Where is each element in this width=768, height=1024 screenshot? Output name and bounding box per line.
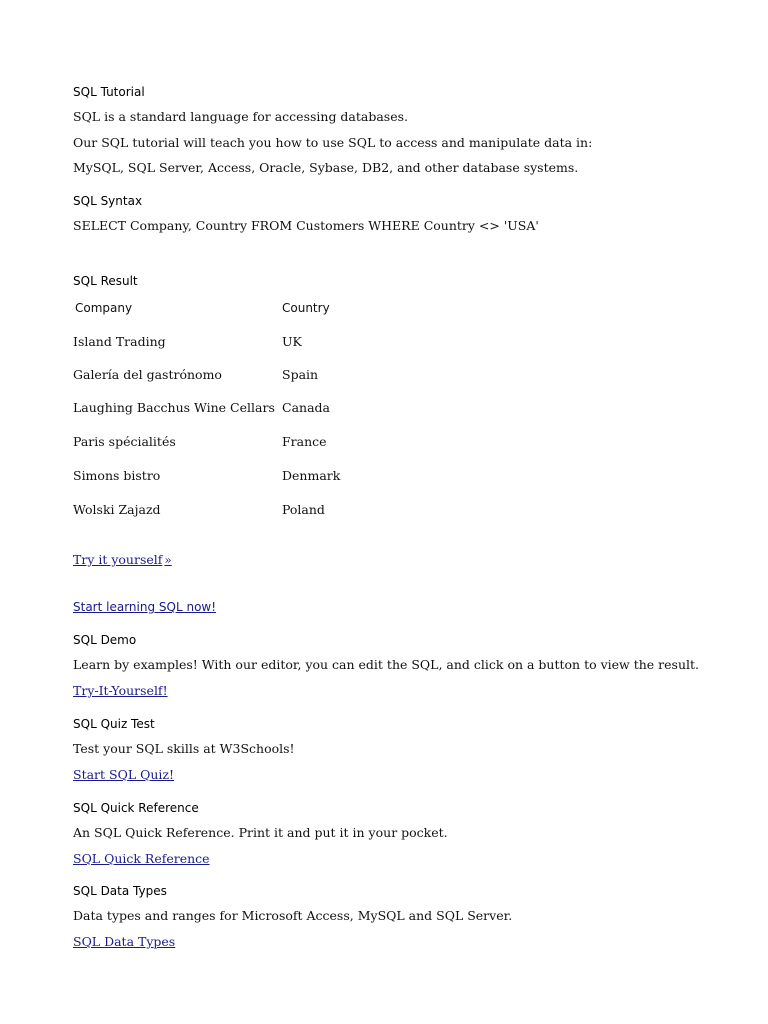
table-cell-country: UK <box>282 334 302 349</box>
table-cell-company: Simons bistro <box>73 468 161 483</box>
column-header-company: Company <box>75 301 133 315</box>
table-cell-country: Canada <box>282 400 330 415</box>
quick-reference-text: An SQL Quick Reference. Print it and put it in your pocket. <box>73 825 448 840</box>
try-it-yourself-demo-link[interactable]: Try-It-Yourself! <box>73 683 168 698</box>
quiz-heading: SQL Quiz Test <box>73 717 155 731</box>
intro-line-3: MySQL, SQL Server, Access, Oracle, Sybase, DB2, and other database systems. <box>73 160 579 175</box>
start-learning-link[interactable]: Start learning SQL now! <box>73 600 217 614</box>
table-cell-company: Wolski Zajazd <box>73 502 161 517</box>
quick-reference-link[interactable]: SQL Quick Reference <box>73 851 210 866</box>
table-cell-company: Galería del gastrónomo <box>73 367 222 382</box>
quick-reference-heading: SQL Quick Reference <box>73 801 199 815</box>
intro-line-2: Our SQL tutorial will teach you how to use SQL to access and manipulate data in: <box>73 135 593 150</box>
quiz-text: Test your SQL skills at W3Schools! <box>73 741 295 756</box>
table-cell-country: Spain <box>282 367 319 382</box>
table-cell-company: Paris spécialités <box>73 434 176 449</box>
try-it-yourself-label: Try it yourself <box>73 552 163 567</box>
data-types-link[interactable]: SQL Data Types <box>73 934 176 949</box>
chevron-right-icon: » <box>164 553 172 567</box>
demo-heading: SQL Demo <box>73 633 137 647</box>
syntax-heading: SQL Syntax <box>73 194 143 208</box>
column-header-country: Country <box>282 301 330 315</box>
data-types-heading: SQL Data Types <box>73 884 167 898</box>
intro-heading: SQL Tutorial <box>73 85 145 99</box>
table-cell-country: Poland <box>282 502 325 517</box>
start-quiz-link[interactable]: Start SQL Quiz! <box>73 767 175 782</box>
data-types-text: Data types and ranges for Microsoft Access, MySQL and SQL Server. <box>73 908 513 923</box>
table-cell-company: Island Trading <box>73 334 166 349</box>
demo-text: Learn by examples! With our editor, you can edit the SQL, and click on a button to view the result. <box>73 657 700 672</box>
try-it-yourself-link[interactable] <box>73 554 172 567</box>
table-cell-country: Denmark <box>282 468 341 483</box>
syntax-statement: SELECT Company, Country FROM Customers WHERE Country <> 'USA' <box>73 218 539 233</box>
intro-line-1: SQL is a standard language for accessing databases. <box>73 109 409 124</box>
table-cell-country: France <box>282 434 327 449</box>
table-cell-company: Laughing Bacchus Wine Cellars <box>73 400 275 415</box>
result-heading: SQL Result <box>73 274 138 288</box>
